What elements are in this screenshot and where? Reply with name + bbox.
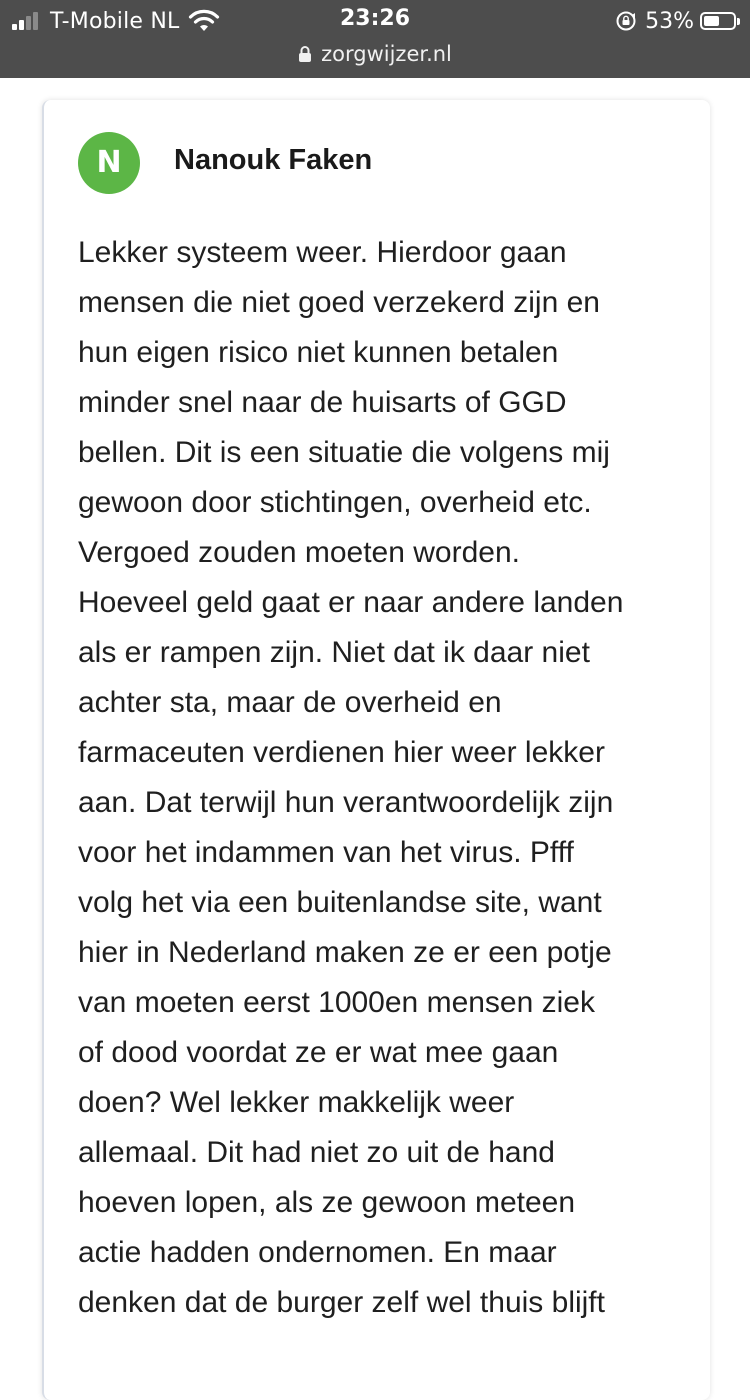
comment-line: Lekker systeem weer. Hierdoor gaan: [78, 236, 567, 269]
lock-icon: [298, 45, 312, 63]
comment-line: Vergoed zouden moeten worden.: [78, 536, 520, 569]
comment-line: bellen. Dit is een situatie die volgens mij: [78, 436, 610, 469]
comment-line: hoeven lopen, als ze gewoon meteen: [78, 1186, 576, 1219]
comment-line: als er rampen zijn. Niet dat ik daar niet: [78, 636, 590, 669]
rotation-lock-icon: [615, 10, 637, 32]
comment-line: of dood voordat ze er wat mee gaan: [78, 1036, 559, 1069]
wifi-icon: [187, 9, 221, 33]
comment-line: actie hadden ondernomen. En maar: [78, 1236, 557, 1269]
battery-fill: [704, 16, 719, 26]
comment-line: denken dat de burger zelf wel thuis blijft: [78, 1286, 605, 1319]
battery-icon: [700, 12, 736, 30]
comment-line: Hoeveel geld gaat er naar andere landen: [78, 586, 624, 619]
comment-line: allemaal. Dit had niet zo uit de hand: [78, 1136, 555, 1169]
comment-line: voor het indammen van het virus. Pfff: [78, 836, 574, 869]
carrier-name: T-Mobile NL: [50, 8, 180, 34]
comment-card: [42, 100, 710, 1400]
signal-strength-icon: [12, 12, 40, 30]
battery-percentage: 53%: [645, 8, 694, 34]
comment-line: farmaceuten verdienen hier weer lekker: [78, 736, 605, 769]
comment-text: [78, 228, 698, 1328]
comment-line: hun eigen risico niet kunnen betalen: [78, 336, 559, 369]
comment-line: volg het via een buitenlandse site, want: [78, 886, 602, 919]
comment-line: doen? Wel lekker makkelijk weer: [78, 1086, 515, 1119]
address-bar[interactable]: [0, 38, 750, 70]
comment-line: hier in Nederland maken ze er een potje: [78, 936, 612, 969]
url-text: zorgwijzer.nl: [321, 42, 452, 66]
status-bar-right: [615, 6, 736, 36]
status-bar-left: [12, 6, 221, 36]
comment-line: gewoon door stichtingen, overheid etc.: [78, 486, 592, 519]
comment-line: mensen die niet goed verzekerd zijn en: [78, 286, 600, 319]
comment-line: minder snel naar de huisarts of GGD: [78, 386, 567, 419]
comment-line: achter sta, maar de overheid en: [78, 686, 502, 719]
status-time: 23:26: [339, 6, 411, 31]
avatar: N: [78, 132, 140, 194]
comment-line: aan. Dat terwijl hun verantwoordelijk zijn: [78, 786, 614, 819]
status-bar: [0, 0, 750, 78]
comment-author[interactable]: Nanouk Faken: [174, 144, 373, 176]
comment-line: van moeten eerst 1000en mensen ziek: [78, 986, 595, 1019]
